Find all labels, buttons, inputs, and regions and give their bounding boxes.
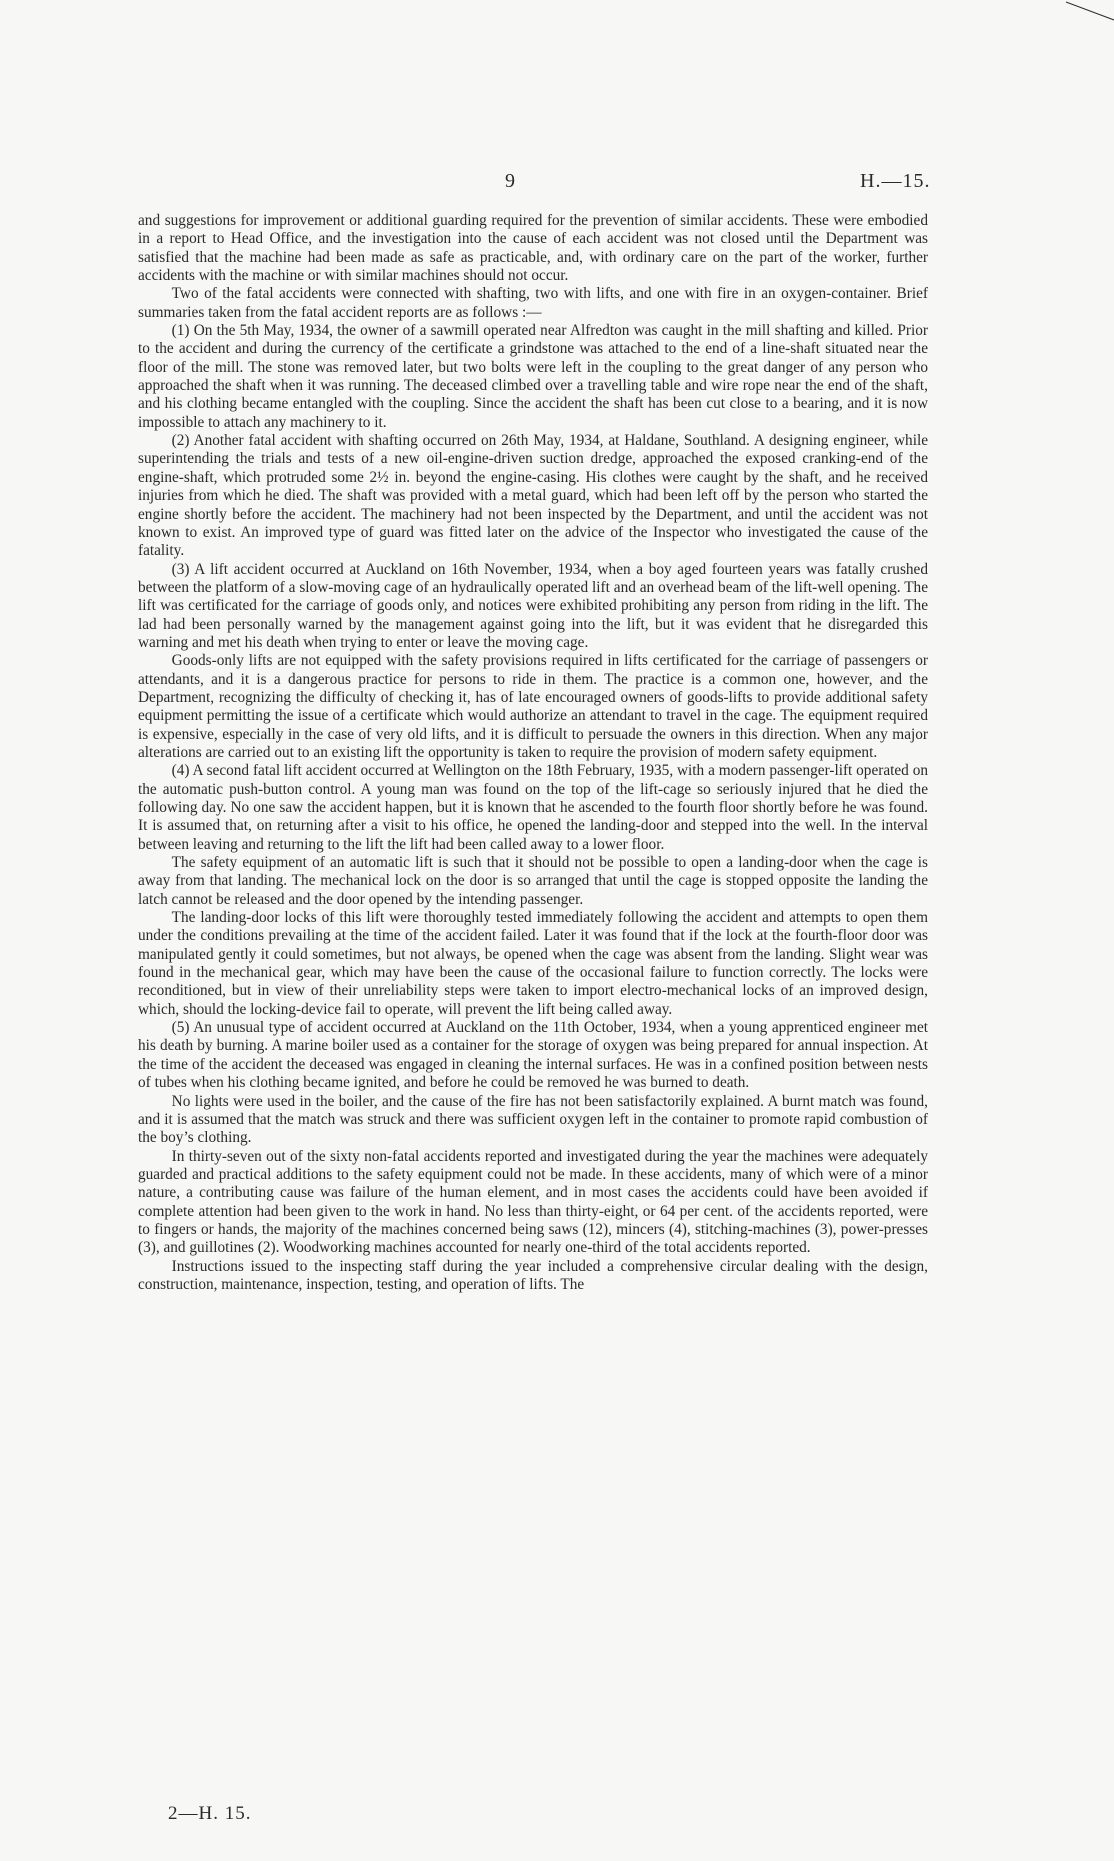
scan-mark-icon [1064,0,1114,24]
paragraph-accident-3: (3) A lift accident occurred at Auckland on 16th November, 1934, when a boy aged fourteen years was fatally crushed between the platform of a slow-moving cage of an hydraulically operated lift and an overhead beam of the lift-well opening. The lift was certificated for the carriage of goods only, and notices were exhibited prohibiting any person from riding in the lift. The lad had been personally warned by the management against going into the lift, but it was evident that he disregarded this warning and met his death when trying to enter or leave the moving cage. [138,560,928,651]
paragraph-fatal-summary-intro: Two of the fatal accidents were connected with shafting, two with lifts, and one with fire in an oxygen-container. Brief summaries taken from the fatal accident reports are as follows :— [138,285,928,321]
body-text [138,212,928,1294]
paragraph-fire-cause: No lights were used in the boiler, and the cause of the fire has not been satisfactorily explained. A burnt match was found, and it is assumed that the match was struck and there was sufficient oxygen left in the container to promote rapid combustion of the boy’s clothing. [138,1092,928,1147]
paragraph-goods-lifts: Goods-only lifts are not equipped with the safety provisions required in lifts certificated for the carriage of passengers or attendants, and it is a dangerous practice for persons to ride in them. The practice is a common one, however, and the Department, recognizing the difficulty of checking it, has of late encouraged owners of goods-lifts to provide additional safety equipment permitting the issue of a certificate which would authorize an attendant to travel in the cage. The equipment required is expensive, especially in the case of very old lifts, and it is difficult to persuade the owners in this direction. When any major alterations are carried out to an existing lift the opportunity is taken to require the provision of modern safety equipment. [138,652,928,761]
paragraph-landing-locks: The landing-door locks of this lift were thoroughly tested immediately following the accident and attempts to open them under the conditions prevailing at the time of the accident failed. Later it was found that if the lock at the fourth-floor door was manipulated gently it could sometimes, but not always, be opened when the cage was absent from the landing. Slight wear was found in the mechanical gear, which may have been the cause of the occasional failure to function correctly. The locks were reconditioned, but in view of their unreliability steps were taken to import electro-mechanical locks of an improved design, which, should the locking-device fail to operate, will prevent the lift being called away. [138,909,928,1018]
paragraph-instructions: Instructions issued to the inspecting staff during the year included a comprehensive circular dealing with the design, construction, maintenance, inspection, testing, and operation of lifts. The [138,1257,928,1293]
paragraph-continuation: and suggestions for improvement or additional guarding required for the prevention of similar accidents. These were embodied in a report to Head Office, and the investigation into the cause of each accident was not closed until the Department was satisfied that the machine had been made as safe as practicable, and, with ordinary care on the part of the worker, further accidents with the machine or with similar machines should not occur. [138,212,928,285]
paragraph-accident-4: (4) A second fatal lift accident occurred at Wellington on the 18th February, 1935, with a modern passenger-lift operated on the automatic push-button control. A young man was found on the top of the lift-cage so seriously injured that he died the following day. No one saw the accident happen, but it is known that he ascended to the fourth floor shortly before he was found. It is assumed that, on returning after a visit to his office, he opened the landing-door and stepped into the well. In the interval between leaving and returning to the lift the lift had been called away to a lower floor. [138,762,928,853]
sheet-code: 2—H. 15. [168,1803,252,1824]
paragraph-accident-5: (5) An unusual type of accident occurred at Auckland on the 11th October, 1934, when a young apprenticed engineer met his death by burning. A marine boiler used as a container for the storage of oxygen was being prepared for annual inspection. At the time of the accident the deceased was engaged in cleaning the internal surfaces. He was in a confined position between nests of tubes when his clothing became ignited, and before he could be removed he was burned to death. [138,1019,928,1092]
page-header [0,170,1114,194]
paragraph-lift-safety: The safety equipment of an automatic lift is such that it should not be possible to open a landing-door when the cage is away from that landing. The mechanical lock on the door is so arranged that until the cage is stopped opposite the landing the latch cannot be released and the door opened by the intending passenger. [138,854,928,908]
document-code: H.—15. [860,170,931,192]
page-number: 9 [505,170,516,192]
paragraph-accident-1: (1) On the 5th May, 1934, the owner of a sawmill operated near Alfredton was caught in the mill shafting and killed. Prior to the accident and during the currency of the certificate a grindstone was attached to the end of a line-shaft situated near the floor of the mill. The stone was removed later, but two bolts were left in the coupling to the great danger of any person who approached the shaft when it was running. The deceased climbed over a travelling table and wire rope near the end of the shaft, and his clothing became entangled with the coupling. Since the accident the shaft has been cut close to a bearing, and it is now impossible to attach any machinery to it. [138,322,928,431]
paragraph-accident-2: (2) Another fatal accident with shafting occurred on 26th May, 1934, at Haldane, Southland. A designing engineer, while superintending the trials and tests of a new oil-engine-driven suction dredge, approached the exposed cranking-end of the engine-shaft, which protruded some 2½ in. beyond the engine-casing. His clothes were caught by the shaft, and he received injuries from which he died. The shaft was provided with a metal guard, which had been left off by the person who started the engine shortly before the accident. The machinery had not been inspected by the Department, and until the accident was not known to exist. An improved type of guard was fitted later on the advice of the Inspector who investigated the cause of the fatality. [138,432,928,560]
paragraph-non-fatal: In thirty-seven out of the sixty non-fatal accidents reported and investigated during the year the machines were adequately guarded and practical additions to the safety equipment could not be made. In these accidents, many of which were of a minor nature, a contributing cause was failure of the human element, and in most cases the accidents could have been avoided if complete attention had been given to the work in hand. No less than thirty-eight, or 64 per cent. of the accidents reported, were to fingers or hands, the majority of the machines concerned being saws (12), mincers (4), stitching-machines (3), power-presses (3), and guillotines (2). Woodworking machines accounted for nearly one-third of the total accidents reported. [138,1147,928,1257]
